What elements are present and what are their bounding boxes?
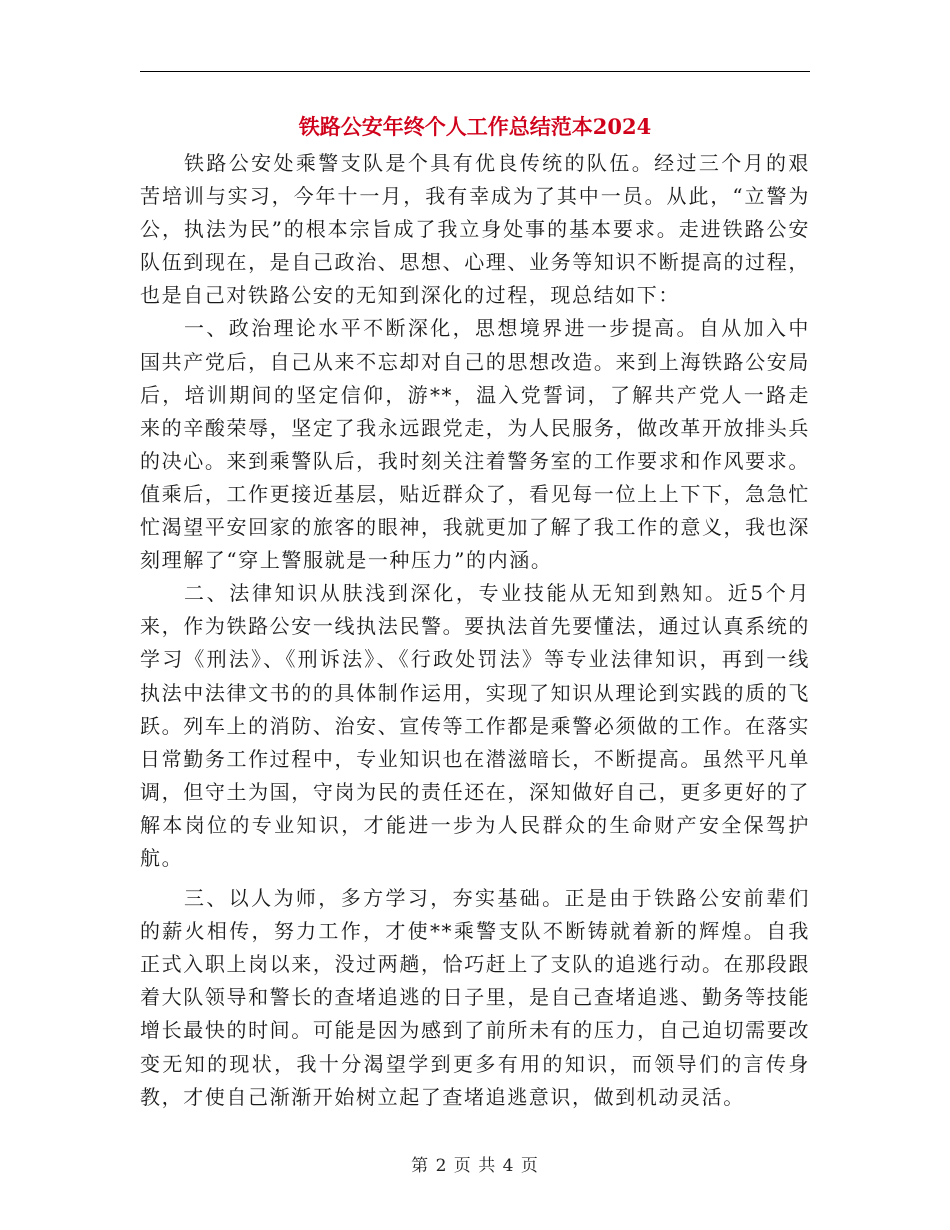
document-title: 铁路公安年终个人工作总结范本2024 — [298, 114, 652, 139]
page-number: 第 2 页 共 4 页 — [411, 1156, 539, 1176]
paragraph-legal-knowledge: 二、法律知识从肤浅到深化，专业技能从无知到熟知。近5个月来，作为铁路公安一线执法民警。要执法首先要懂法，通过认真系统的学习《刑法》、《刑诉法》、《行政处罚法》等专业法律知识，再到一线执法中法律文书的的具体制作运用，实现了知识从理论到实践的质的飞跃。列车上的消防、治安、宣传等工作都是乘警必须做的工作。在落实日常勤务工作过程中，专业知识也在潜滋暗长，不断提高。虽然平凡单调，但守土为国，守岗为民的责任还在，深知做好自己，更多更好的了解本岗位的专业知识，才能进一步为人民群众的生命财产安全保驾护航。 — [140, 581, 810, 870]
paragraph-political-theory: 一、政治理论水平不断深化，思想境界进一步提高。自从加入中国共产党后，自己从来不忘却对自己的思想改造。来到上海铁路公安局后，培训期间的坚定信仰，游**，温入党誓词，了解共产党人一路走来的辛酸荣辱，坚定了我永远跟党走，为人民服务，做改革开放排头兵的决心。来到乘警队后，我时刻关注着警务室的工作要求和作风要求。值乘后，工作更接近基层，贴近群众了，看见每一位上上下下，急急忙忙渴望平安回家的旅客的眼神，我就更加了解了我工作的意义，我也深刻理解了“穿上警服就是一种压力”的内涵。 — [140, 316, 810, 573]
header-rule — [140, 71, 810, 72]
paragraph-learning-from-others: 三、以人为师，多方学习，夯实基础。正是由于铁路公安前辈们的薪火相传，努力工作，才使**乘警支队不断铸就着新的辉煌。自我正式入职上岗以来，没过两趟，恰巧赶上了支队的追逃行动。在那段跟着大队领导和警长的查堵追逃的日子里，是自己查堵追逃、勤务等技能增长最快的时间。可能是因为感到了前所未有的压力，自己迫切需要改变无知的现状，我十分渴望学到更多有用的知识，而领导们的言传身教，才使自己渐渐开始树立起了查堵追逃意识，做到机动灵活。 — [140, 886, 810, 1109]
document-body — [140, 147, 810, 1114]
paragraph-intro: 铁路公安处乘警支队是个具有优良传统的队伍。经过三个月的艰苦培训与实习，今年十一月，我有幸成为了其中一员。从此，“立警为公，执法为民”的根本宗旨成了我立身处事的基本要求。走进铁路公安队伍到现在，是自己政治、思想、心理、业务等知识不断提高的过程，也是自己对铁路公安的无知到深化的过程，现总结如下： — [140, 151, 810, 308]
